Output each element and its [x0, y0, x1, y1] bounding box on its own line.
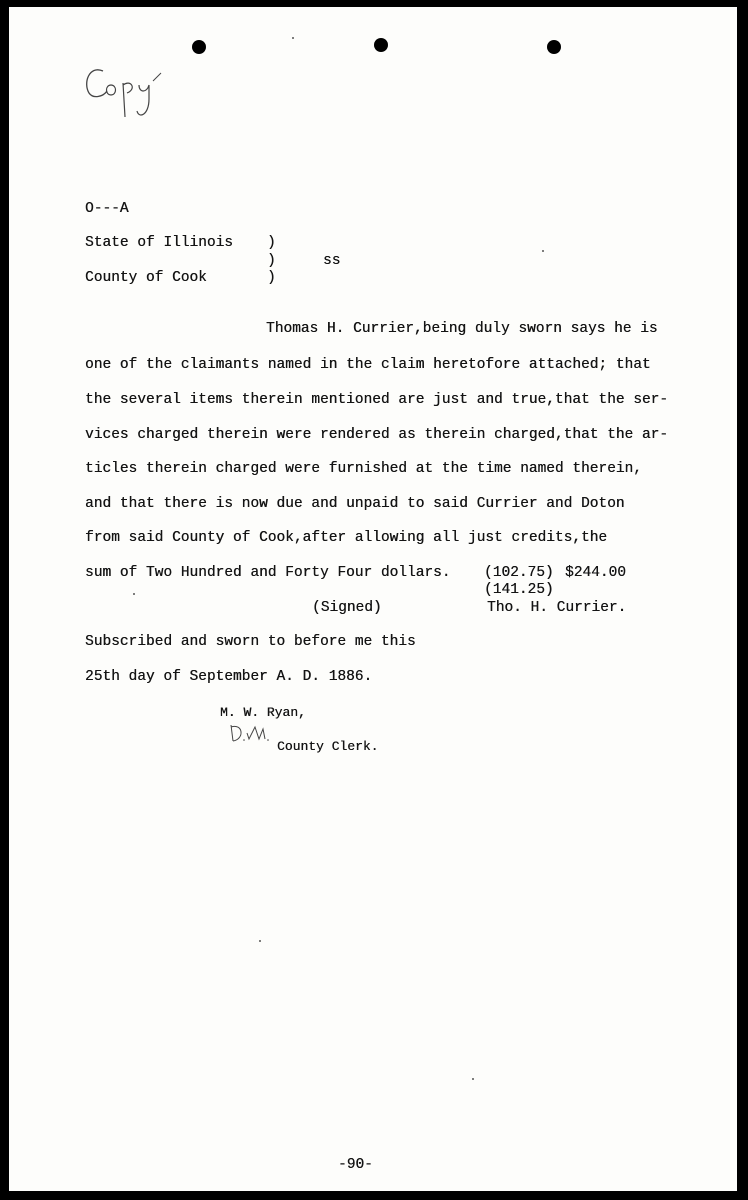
scan-speck: [259, 940, 261, 942]
venue-bracket: ): [267, 270, 276, 286]
affidavit-line: one of the claimants named in the claim heretofore attached; that: [85, 357, 651, 373]
file-reference: O---A: [85, 201, 129, 217]
affidavit-line: Thomas H. Currier,being duly sworn says he is: [266, 321, 658, 337]
clerk-name: M. W. Ryan,: [220, 705, 306, 720]
affidavit-line: ticles therein charged were furnished at the time named therein,: [85, 461, 642, 477]
signer-name: Tho. H. Currier.: [487, 600, 627, 616]
affidavit-line: from said County of Cook,after allowing all just credits,the: [85, 530, 608, 546]
venue-bracket: ): [267, 253, 276, 269]
venue-bracket: ): [267, 235, 276, 251]
document-page: [9, 7, 737, 1191]
scan-speck: [133, 593, 135, 595]
affidavit-line: vices charged therein were rendered as therein charged,that the ar-: [85, 427, 668, 443]
clerk-initials-handwriting: [227, 721, 273, 745]
amount-total: $244.00: [565, 565, 626, 581]
scan-speck: [292, 37, 294, 39]
scan-speck: [542, 250, 544, 252]
scan-speck: [472, 1078, 474, 1080]
venue-ss: ss: [323, 253, 341, 269]
affidavit-line: sum of Two Hundred and Forty Four dollars.: [85, 565, 451, 581]
venue-state: State of Illinois: [85, 235, 233, 251]
signed-label: (Signed): [312, 600, 382, 616]
punch-hole-left: [192, 40, 206, 54]
jurat-line: Subscribed and sworn to before me this: [85, 634, 416, 650]
amount-part-two: (141.25): [484, 582, 554, 598]
punch-hole-center: [374, 38, 388, 52]
affidavit-line: and that there is now due and unpaid to said Currier and Doton: [85, 496, 625, 512]
amount-part-one: (102.75): [484, 565, 554, 581]
punch-hole-right: [547, 40, 561, 54]
affidavit-line: the several items therein mentioned are just and true,that the ser-: [85, 392, 668, 408]
clerk-title: County Clerk.: [277, 739, 379, 754]
handwritten-copy-mark: [81, 59, 173, 129]
venue-county: County of Cook: [85, 270, 207, 286]
page-number: -90-: [338, 1157, 373, 1173]
jurat-date: 25th day of September A. D. 1886.: [85, 669, 373, 685]
